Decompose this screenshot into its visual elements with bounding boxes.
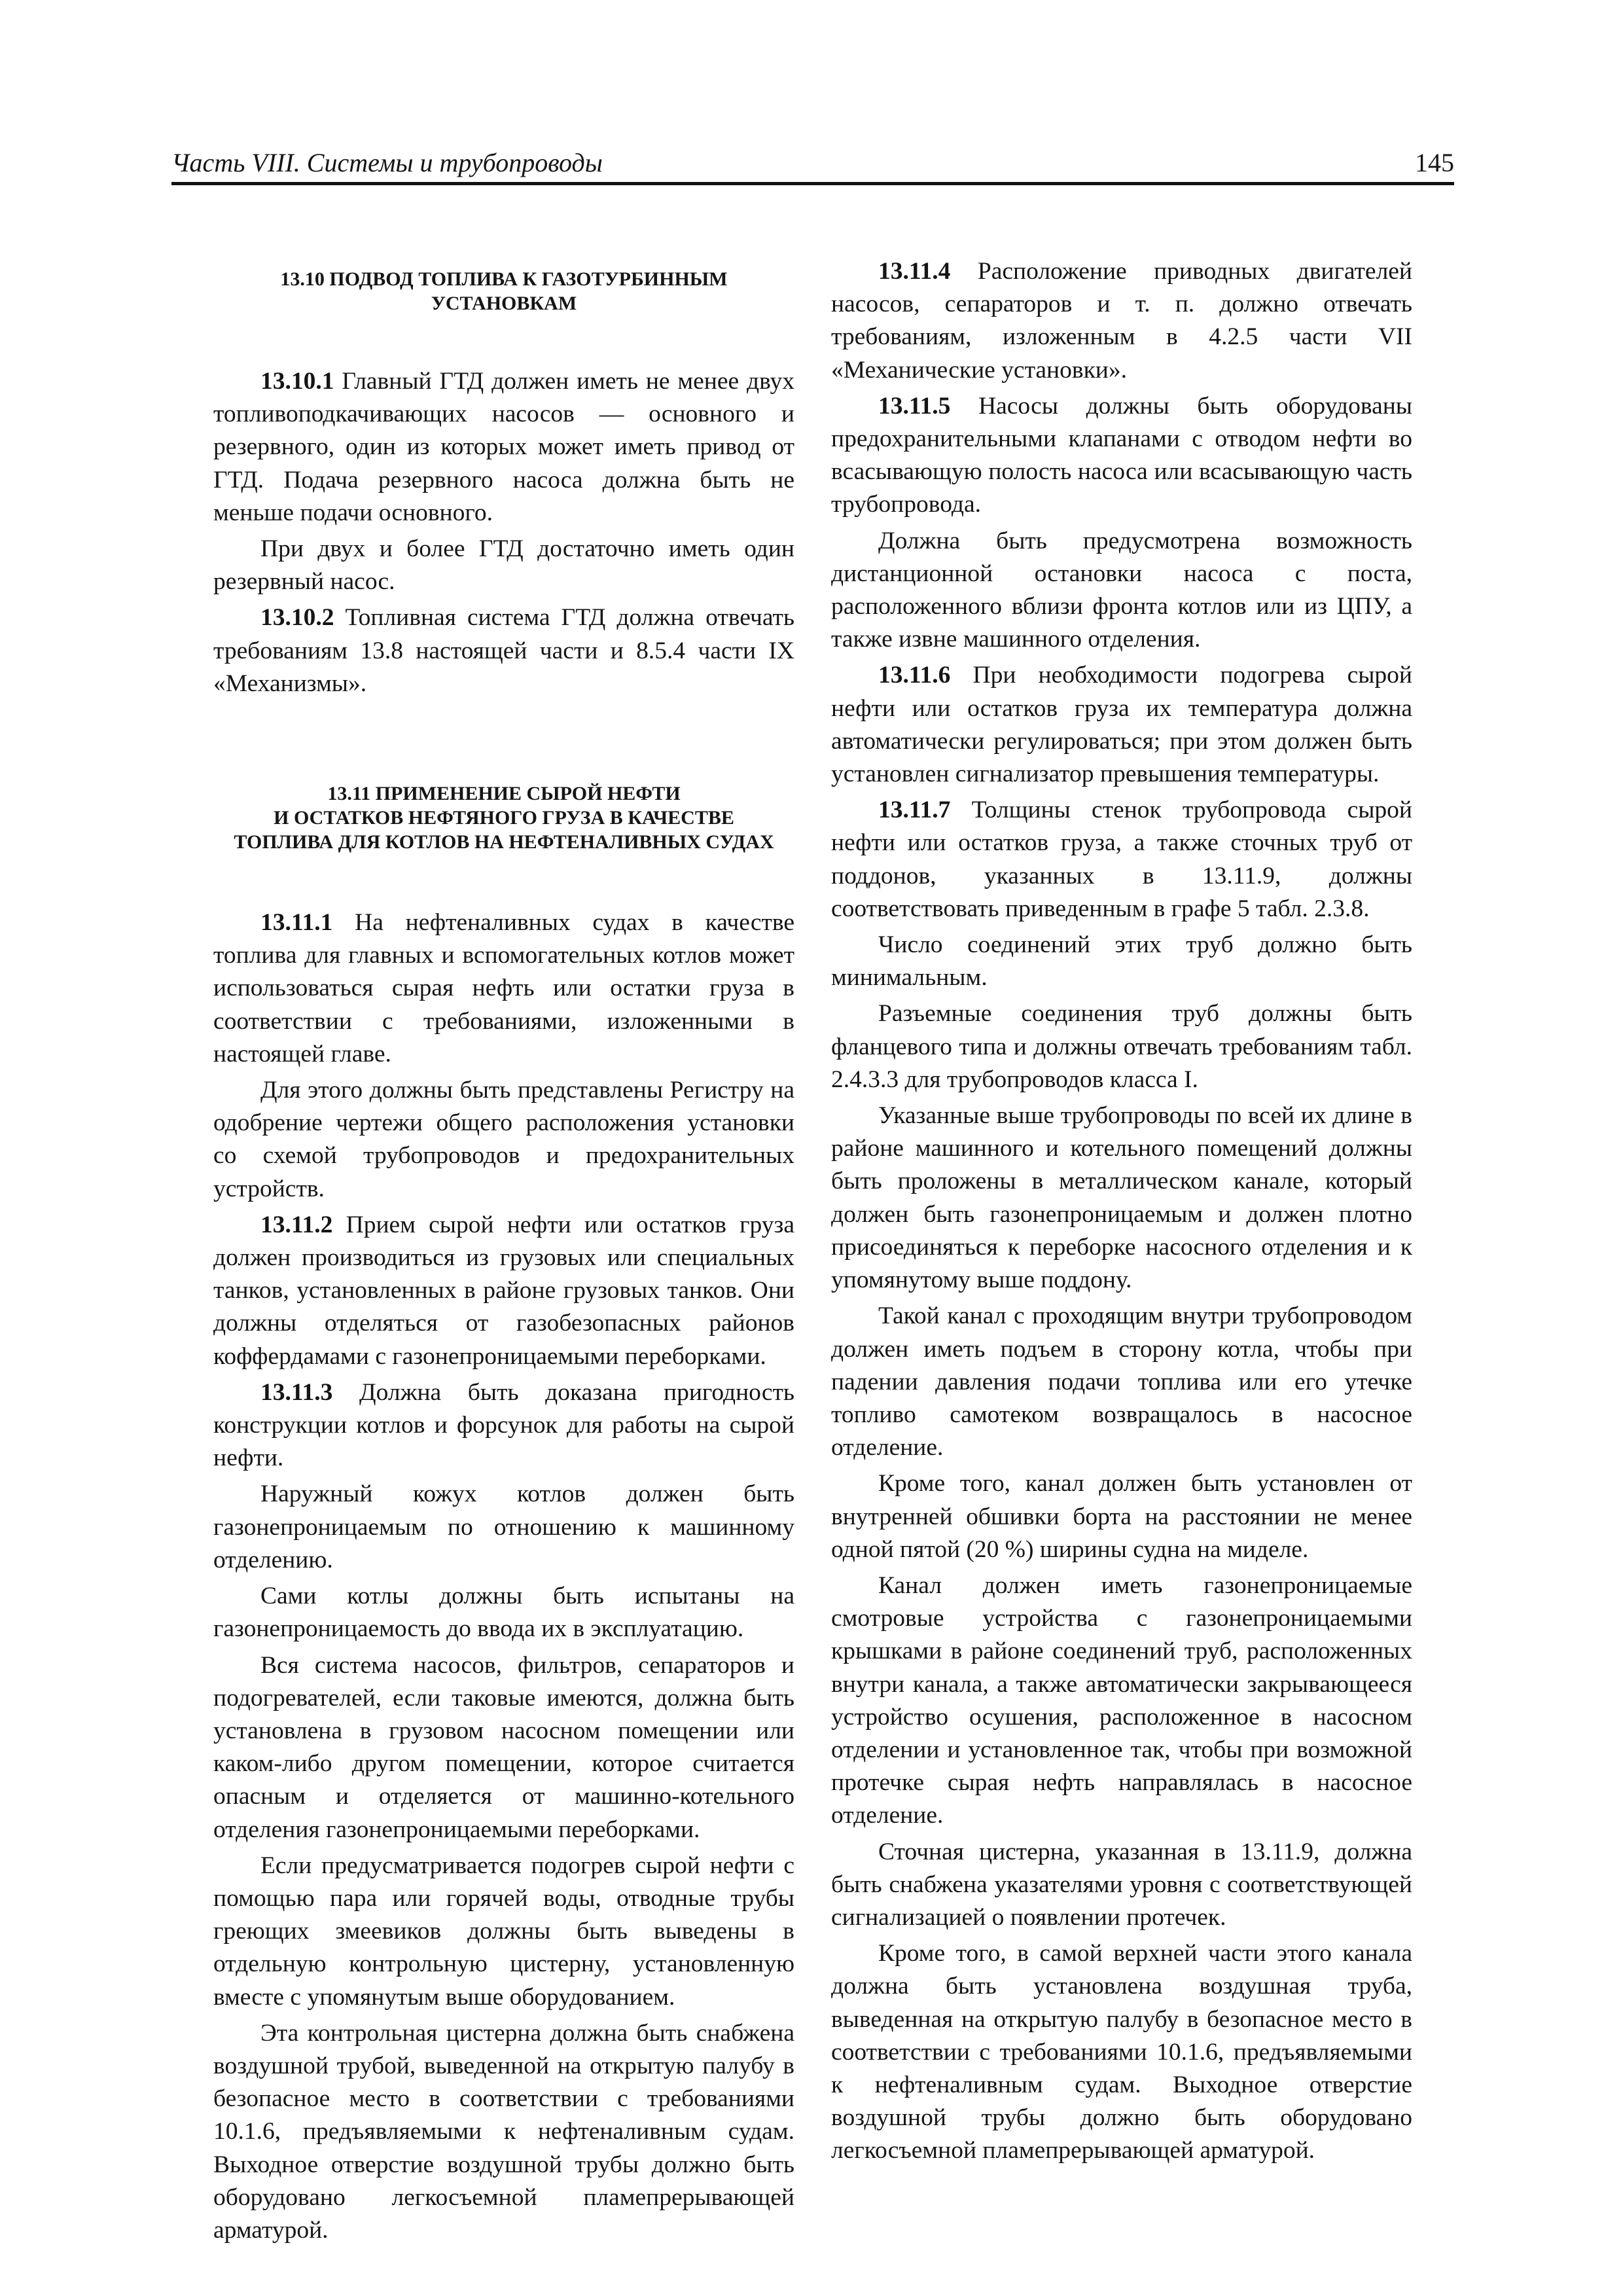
paragraph: Такой канал с проходящим внутри трубопроводом должен иметь подъем в сторону котла, чтобы при падении давления подачи топлива или его утечке топливо самотеком возвращалось в насосное отделение. (831, 1302, 1412, 1462)
paragraph-text: На нефтеналивных судах в качестве топлива для главных и вспомогательных котлов может использоваться сырая нефть или остатки груза в соответствии с требованиями, изложенными в настоящей главе. (213, 909, 794, 1067)
section-title-13-11 (213, 781, 794, 854)
paragraph: Сточная цистерна, указанная в 13.11.9, должна быть снабжена указателями уровня с соответствующей сигнализацией о появлении протечек. (831, 1838, 1412, 1931)
clause-number: 13.11.5 (878, 392, 951, 420)
paragraph-text: Должна быть доказана пригодность конструкции котлов и форсунок для работы на сырой нефти. (213, 1378, 794, 1472)
section-title-line: ТОПЛИВА ДЛЯ КОТЛОВ НА НЕФТЕНАЛИВНЫХ СУДАХ (234, 831, 774, 853)
paragraph-13-11-2 (213, 1209, 794, 1373)
running-title: Часть VIII. Системы и трубопроводы (171, 148, 603, 177)
paragraph-text: Главный ГТД должен иметь не менее двух топливоподкачивающих насосов — основного и резервного, один из которых может иметь привод от ГТД. Подача резервного насоса должна быть не меньше подачи основного. (213, 368, 794, 526)
paragraph-text: При необходимости подогрева сырой нефти или остатков груза их температура должна автоматически регулироваться; при этом должен быть установлен сигнализатор превышения температуры. (831, 662, 1412, 788)
paragraph: Сами котлы должны быть испытаны на газонепроницаемость до ввода их в эксплуатацию. (213, 1583, 794, 1643)
paragraph: Для этого должны быть представлены Регистру на одобрение чертежи общего расположения установки со схемой трубопроводов и предохранительных устройств. (213, 1077, 794, 1202)
clause-number: 13.10.1 (260, 368, 334, 395)
paragraph: Кроме того, канал должен быть установлен от внутренней обшивки борта на расстоянии не менее одной пятой (20 %) ширины судна на миделе. (831, 1470, 1412, 1563)
paragraph: Эта контрольная цистерна должна быть снабжена воздушной трубой, выведенной на открытую палубу в безопасное место в соответствии с требованиями 10.1.6, предъявляемыми к нефтеналивным судам. Выходное отверстие воздушной трубы должно быть оборудовано легкосъемной пламепрерывающей арматурой. (213, 2019, 794, 2244)
paragraph: Если предусматривается подогрев сырой нефти с помощью пара или горячей воды, отводные трубы греющих змеевиков должны быть выведены в отдельную контрольную цистерну, установленную вместе с упомянутым выше оборудованием. (213, 1852, 794, 2011)
paragraph-text: Толщины стенок трубопровода сырой нефти или остатков груза, а также сточных труб от поддонов, указанных в 13.11.9, должны соответствовать приведенным в графе 5 табл. 2.3.8. (831, 797, 1412, 922)
section-title-line: 13.10 ПОДВОД ТОПЛИВА К ГАЗОТУРБИННЫМ (280, 268, 728, 290)
paragraph-text: Насосы должны быть оборудованы предохранительными клапанами с отводом нефти во всасывающую полость насоса или всасывающую часть трубопровода. (831, 392, 1412, 518)
paragraph: Должна быть предусмотрена возможность дистанционной остановки насоса с поста, расположенного вблизи фронта котлов или из ЦПУ, а также извне машинного отделения. (831, 527, 1412, 653)
paragraph-13-10-1 (213, 365, 794, 529)
paragraph: Кроме того, в самой верхней части этого канала должна быть установлена воздушная труба, выведенная на открытую палубу в безопасное место в соответствии с требованиями 10.1.6, предъявляемыми к нефтеналивным судам. Выходное отверстие воздушной трубы должно быть оборудовано легкосъемной пламепрерывающей арматурой. (831, 1940, 1412, 2164)
left-column (213, 255, 794, 2247)
clause-number: 13.10.2 (260, 604, 334, 632)
paragraph: Разъемные соединения труб должны быть фланцевого типа и должны отвечать требованиям табл. 2.4.3.3 для трубопроводов класса I. (831, 1000, 1412, 1093)
paragraph-13-11-3 (213, 1376, 794, 1475)
page-header (171, 145, 1454, 185)
paragraph-13-10-2 (213, 601, 794, 700)
paragraph: Канал должен иметь газонепроницаемые смотровые устройства с газонепроницаемыми крышками в районе соединений труб, расположенных внутри канала, а также автоматически закрывающееся устройство осушения, расположенное в насосном отделении и установленное так, чтобы при возможной протечке сырая нефть направлялась в насосное отделение. (831, 1571, 1412, 1829)
clause-number: 13.11.2 (260, 1211, 333, 1238)
paragraph: При двух и более ГТД достаточно иметь один резервный насос. (213, 535, 794, 596)
section-title-13-10 (213, 267, 794, 315)
clause-number: 13.11.7 (878, 797, 951, 824)
clause-number: 13.11.3 (260, 1378, 333, 1406)
clause-number: 13.11.6 (878, 662, 951, 689)
paragraph-text: Топливная система ГТД должна отвечать требованиям 13.8 настоящей части и 8.5.4 части IX «Механизмы». (213, 604, 794, 697)
clause-number: 13.11.4 (878, 258, 951, 285)
paragraph: Число соединений этих труб должно быть минимальным. (831, 931, 1412, 992)
paragraph: Указанные выше трубопроводы по всей их длине в районе машинного и котельного помещений должны быть проложены в металлическом канале, который должен быть газонепроницаемым и должен плотно присоединяться к переборке насосного отделения и к упомянутому выше поддону. (831, 1102, 1412, 1294)
paragraph: Наружный кожух котлов должен быть газонепроницаемым по отношению к машинному отделению. (213, 1480, 794, 1573)
clause-number: 13.11.1 (260, 909, 333, 937)
page-number: 145 (1415, 148, 1454, 177)
paragraph-13-11-7 (831, 794, 1412, 925)
section-title-line: И ОСТАТКОВ НЕФТЯНОГО ГРУЗА В КАЧЕСТВЕ (274, 807, 734, 829)
paragraph-text: Прием сырой нефти или остатков груза должен производиться из грузовых или специальных танков, установленных в районе грузовых танков. Они должны отделяться от газобезопасных районов коффердамами с газонепроницаемыми переборками. (213, 1211, 794, 1370)
paragraph-text: Расположение приводных двигателей насосов, сепараторов и т. п. должно отвечать требованиям, изложенным в 4.2.5 части VII «Механические установки». (831, 258, 1412, 384)
paragraph-13-11-4 (831, 255, 1412, 387)
right-column (831, 255, 1412, 2168)
section-title-line: УСТАНОВКАМ (431, 293, 577, 314)
paragraph-13-11-6 (831, 659, 1412, 791)
paragraph-13-11-1 (213, 906, 794, 1071)
section-title-line: 13.11 ПРИМЕНЕНИЕ СЫРОЙ НЕФТИ (327, 783, 681, 805)
paragraph: Вся система насосов, фильтров, сепараторов и подогревателей, если таковые имеются, должна быть установлена в грузовом насосном помещении или каком-либо другом помещении, которое считается опасным и отделяется от машинно-котельного отделения газонепроницаемыми переборками. (213, 1651, 794, 1843)
paragraph-13-11-5 (831, 390, 1412, 522)
